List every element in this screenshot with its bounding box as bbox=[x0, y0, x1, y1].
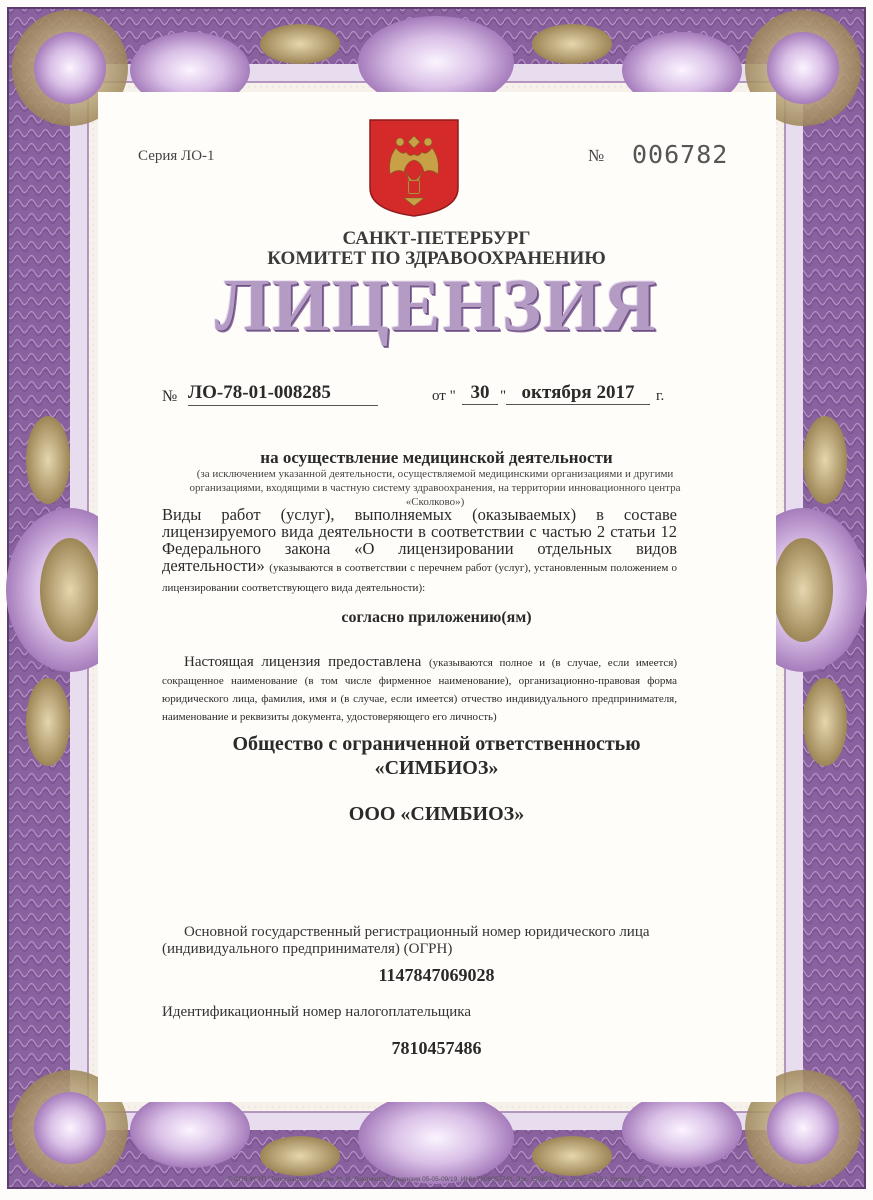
license-number-label: № bbox=[162, 388, 178, 405]
activity-title: на осуществление медицинской деятельности bbox=[260, 448, 613, 467]
grantee-lead: Настоящая лицензия предоставлена bbox=[184, 654, 422, 670]
coat-of-arms-icon bbox=[368, 118, 460, 218]
inn-value: 7810457486 bbox=[391, 1038, 482, 1058]
works-paragraph bbox=[162, 506, 677, 597]
inn-label: Идентификационный номер налогоплательщика bbox=[162, 1004, 472, 1020]
printer-imprint: © СПб ФГУП "Типография №12 им. М. И. Лоханкова". Лицензия 05-05-09/19. ИНН 7808057741. Зак. 150804. Тир. 2000. 2015 г. Уровень „Б" bbox=[227, 1176, 646, 1183]
works-value: согласно приложению(ям) bbox=[341, 609, 532, 626]
ogrn-label: Основной государственный регистрационный номер юридического лица (индивидуального предпринимателя) (ОГРН) bbox=[162, 924, 650, 957]
license-date-label bbox=[432, 388, 456, 405]
grantee-name-line2: «СИМБИОЗ» bbox=[374, 757, 499, 779]
grantee-name-line1: Общество с ограниченной ответственностью bbox=[232, 733, 641, 755]
issuer-committee: КОМИТЕТ ПО ЗДРАВООХРАНЕНИЮ bbox=[267, 248, 606, 269]
open-quote: " bbox=[449, 388, 456, 404]
ogrn-value: 1147847069028 bbox=[378, 965, 495, 985]
license-day: 30 bbox=[462, 382, 498, 405]
license-number: ЛО-78-01-008285 bbox=[188, 382, 378, 406]
issuer-city: САНКТ-ПЕТЕРБУРГ bbox=[342, 228, 531, 249]
grantee-note: (указываются полное и (в случае, если имеется) сокращенное наименование (в том числе фирменное наименование), организационно-правовая форма юридического лица, фамилия, имя и (в случае, если имеется) отчество индивидуального предпринимателя, наименование и реквизиты документа, удостоверяющего его личность) bbox=[162, 657, 678, 723]
grantee-paragraph bbox=[162, 654, 677, 726]
license-month-year: октября 2017 bbox=[506, 382, 650, 405]
number-sign: № bbox=[588, 146, 605, 165]
document-title: ЛИЦЕНЗИЯ bbox=[214, 265, 659, 347]
from-label: от bbox=[432, 388, 446, 404]
close-quote: " bbox=[500, 388, 507, 404]
works-note: (указываются в соответствии с перечнем работ (услуг), установленным положением о лицензировании соответствующего вида деятельности): bbox=[162, 562, 677, 594]
year-suffix: г. bbox=[656, 388, 665, 404]
serial-number: 006782 bbox=[632, 140, 729, 169]
activity-note: (за исключением указанной деятельности, осуществляемой медицинскими организациями и другими организациями, входящими в частную систему здравоохранения, на территории инновационного центра «Сколково») bbox=[189, 468, 681, 508]
series-label: Серия ЛО-1 bbox=[138, 148, 215, 164]
works-main: Виды работ (услуг), выполняемых (оказываемых) в составе лицензируемого вида деятельности в соответствии с частью 2 статьи 12 Федерального закона «О лицензировании отдельных видов деятельности» bbox=[162, 505, 677, 575]
grantee-short-name: ООО «СИМБИОЗ» bbox=[348, 803, 525, 825]
